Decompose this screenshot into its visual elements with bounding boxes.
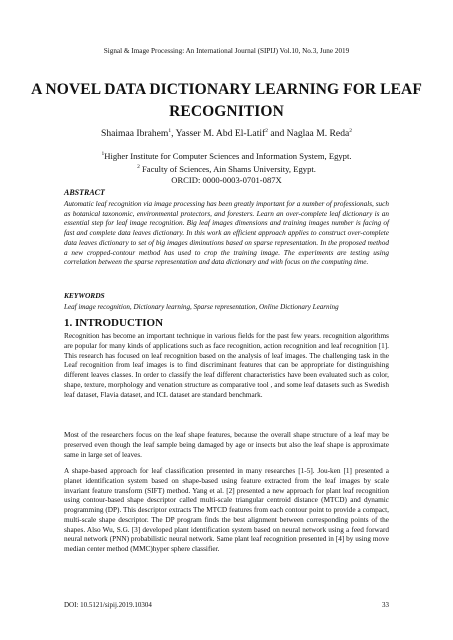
author-affiliation-mark: 1	[168, 128, 172, 134]
affiliation-1: $^1$Higher Institute for Computer Sciences and Information System, Egypt.	[101, 150, 352, 161]
author-affiliation-mark: 2	[349, 128, 352, 134]
journal-header: Signal & Image Processing: An International Journal (SIPIJ) Vol.10, No.3, June 2019	[103, 47, 350, 55]
body-paragraph: A shape-based approach for leaf classification presented in many researches [1-5]. Jou-ken [1] presented a planet identification system based on shape-based using feature extracted from the leaf images by scale invariant feature transform (SIFT) method. Yang et al. [2] presented a new approach for plant leaf recognition using contour-based shape descriptor called multi-scale triangular centroid distance (MTCD) and dynamic programming (DP). This descriptor extracts The MTCD features from each contour point to provide a compact, multi-scale shape descriptor. The DP program finds the best alignment between corresponding points of the shapes. Also Wu, S.G. [3] developed plant identification system based on neural network using a feed forward neural network (PNN) probabilistic neural network. Same plant leaf recognition presented in [4] by using move median center method (MMC)hyper sphere classifier.	[64, 467, 389, 553]
author-separator: and	[267, 128, 287, 140]
body-paragraph: Recognition has become an important technique in various fields for the past few years. recognition algorithms are popular for many kinds of applications such as face recognition, action recognition and leaf recognition [1]. This research has focused on leaf recognition based on the analysis of leaf images. The challenging task in the Leaf recognition from leaf images is to find discriminant features that can be appropriate for distinguishing different leaves classes. In order to classify the leaf different characteristics have been evaluated such as color, shape, texture, morphology and venation structure as comparative tool , and some leaf datasets such as Swedish leaf dataset, Flavia dataset, and ICL dataset are standard benchmark.	[64, 332, 389, 399]
affiliation-mark: 1	[101, 151, 105, 157]
author-name: Yasser M. Abd El-Latif	[175, 128, 266, 140]
author-affiliation-mark: 2	[265, 128, 268, 134]
title-line-2: RECOGNITION	[169, 103, 284, 120]
author-separator: ,	[171, 128, 176, 140]
keywords-heading: KEYWORDS	[64, 291, 105, 300]
affiliation-mark: 2	[137, 164, 140, 171]
affiliation-2: $^2$ Faculty of Sciences, Ain Shams University, Egypt.	[137, 164, 316, 175]
paper-title	[30, 79, 423, 123]
abstract-text: Automatic leaf recognition via image processing has been greatly important for a number of professionals, such as botanical taxonomic, environmental protectors, and foresters. Learn an over-complete leaf dictionary is an essential step for leaf image recognition. Big leaf images dimensions and training images number is facing of fast and complete data leaves dictionary. In this work an efficient approach applies to construct over-complete data leaves dictionary to set of big images diminutions based on sparse representation. In the proposed method a new cropped-contour method has used to crop the training image. The experiments are testing using correlation between the sparse representation and data dictionary and with focus on the computing time.	[64, 200, 389, 267]
author-name: Shaimaa Ibrahem	[100, 128, 169, 140]
title-line-1: A NOVEL DATA DICTIONARY LEARNING FOR LEAF	[31, 81, 422, 98]
affiliations	[0, 149, 453, 187]
orcid: ORCID: 0000-0003-0701-087X	[171, 175, 282, 186]
body-paragraph: Most of the researchers focus on the leaf shape features, because the overall shape structure of a leaf may be preserved even though the leaf sample being damaged by age or insects but also the leaf shape is approximate same in large set of leaves.	[64, 431, 389, 459]
keywords-text: Leaf image recognition, Dictionary learning, Sparse representation, Online Dictionary Learning	[64, 303, 339, 311]
section-heading-introduction: 1. INTRODUCTION	[64, 317, 164, 329]
author-list	[0, 128, 453, 139]
abstract-heading: ABSTRACT	[64, 188, 105, 197]
page-number: 33	[382, 601, 389, 609]
doi-footer: DOI: 10.5121/sipij.2019.10304	[64, 601, 152, 609]
author-name: Naglaa M. Reda	[286, 128, 350, 140]
